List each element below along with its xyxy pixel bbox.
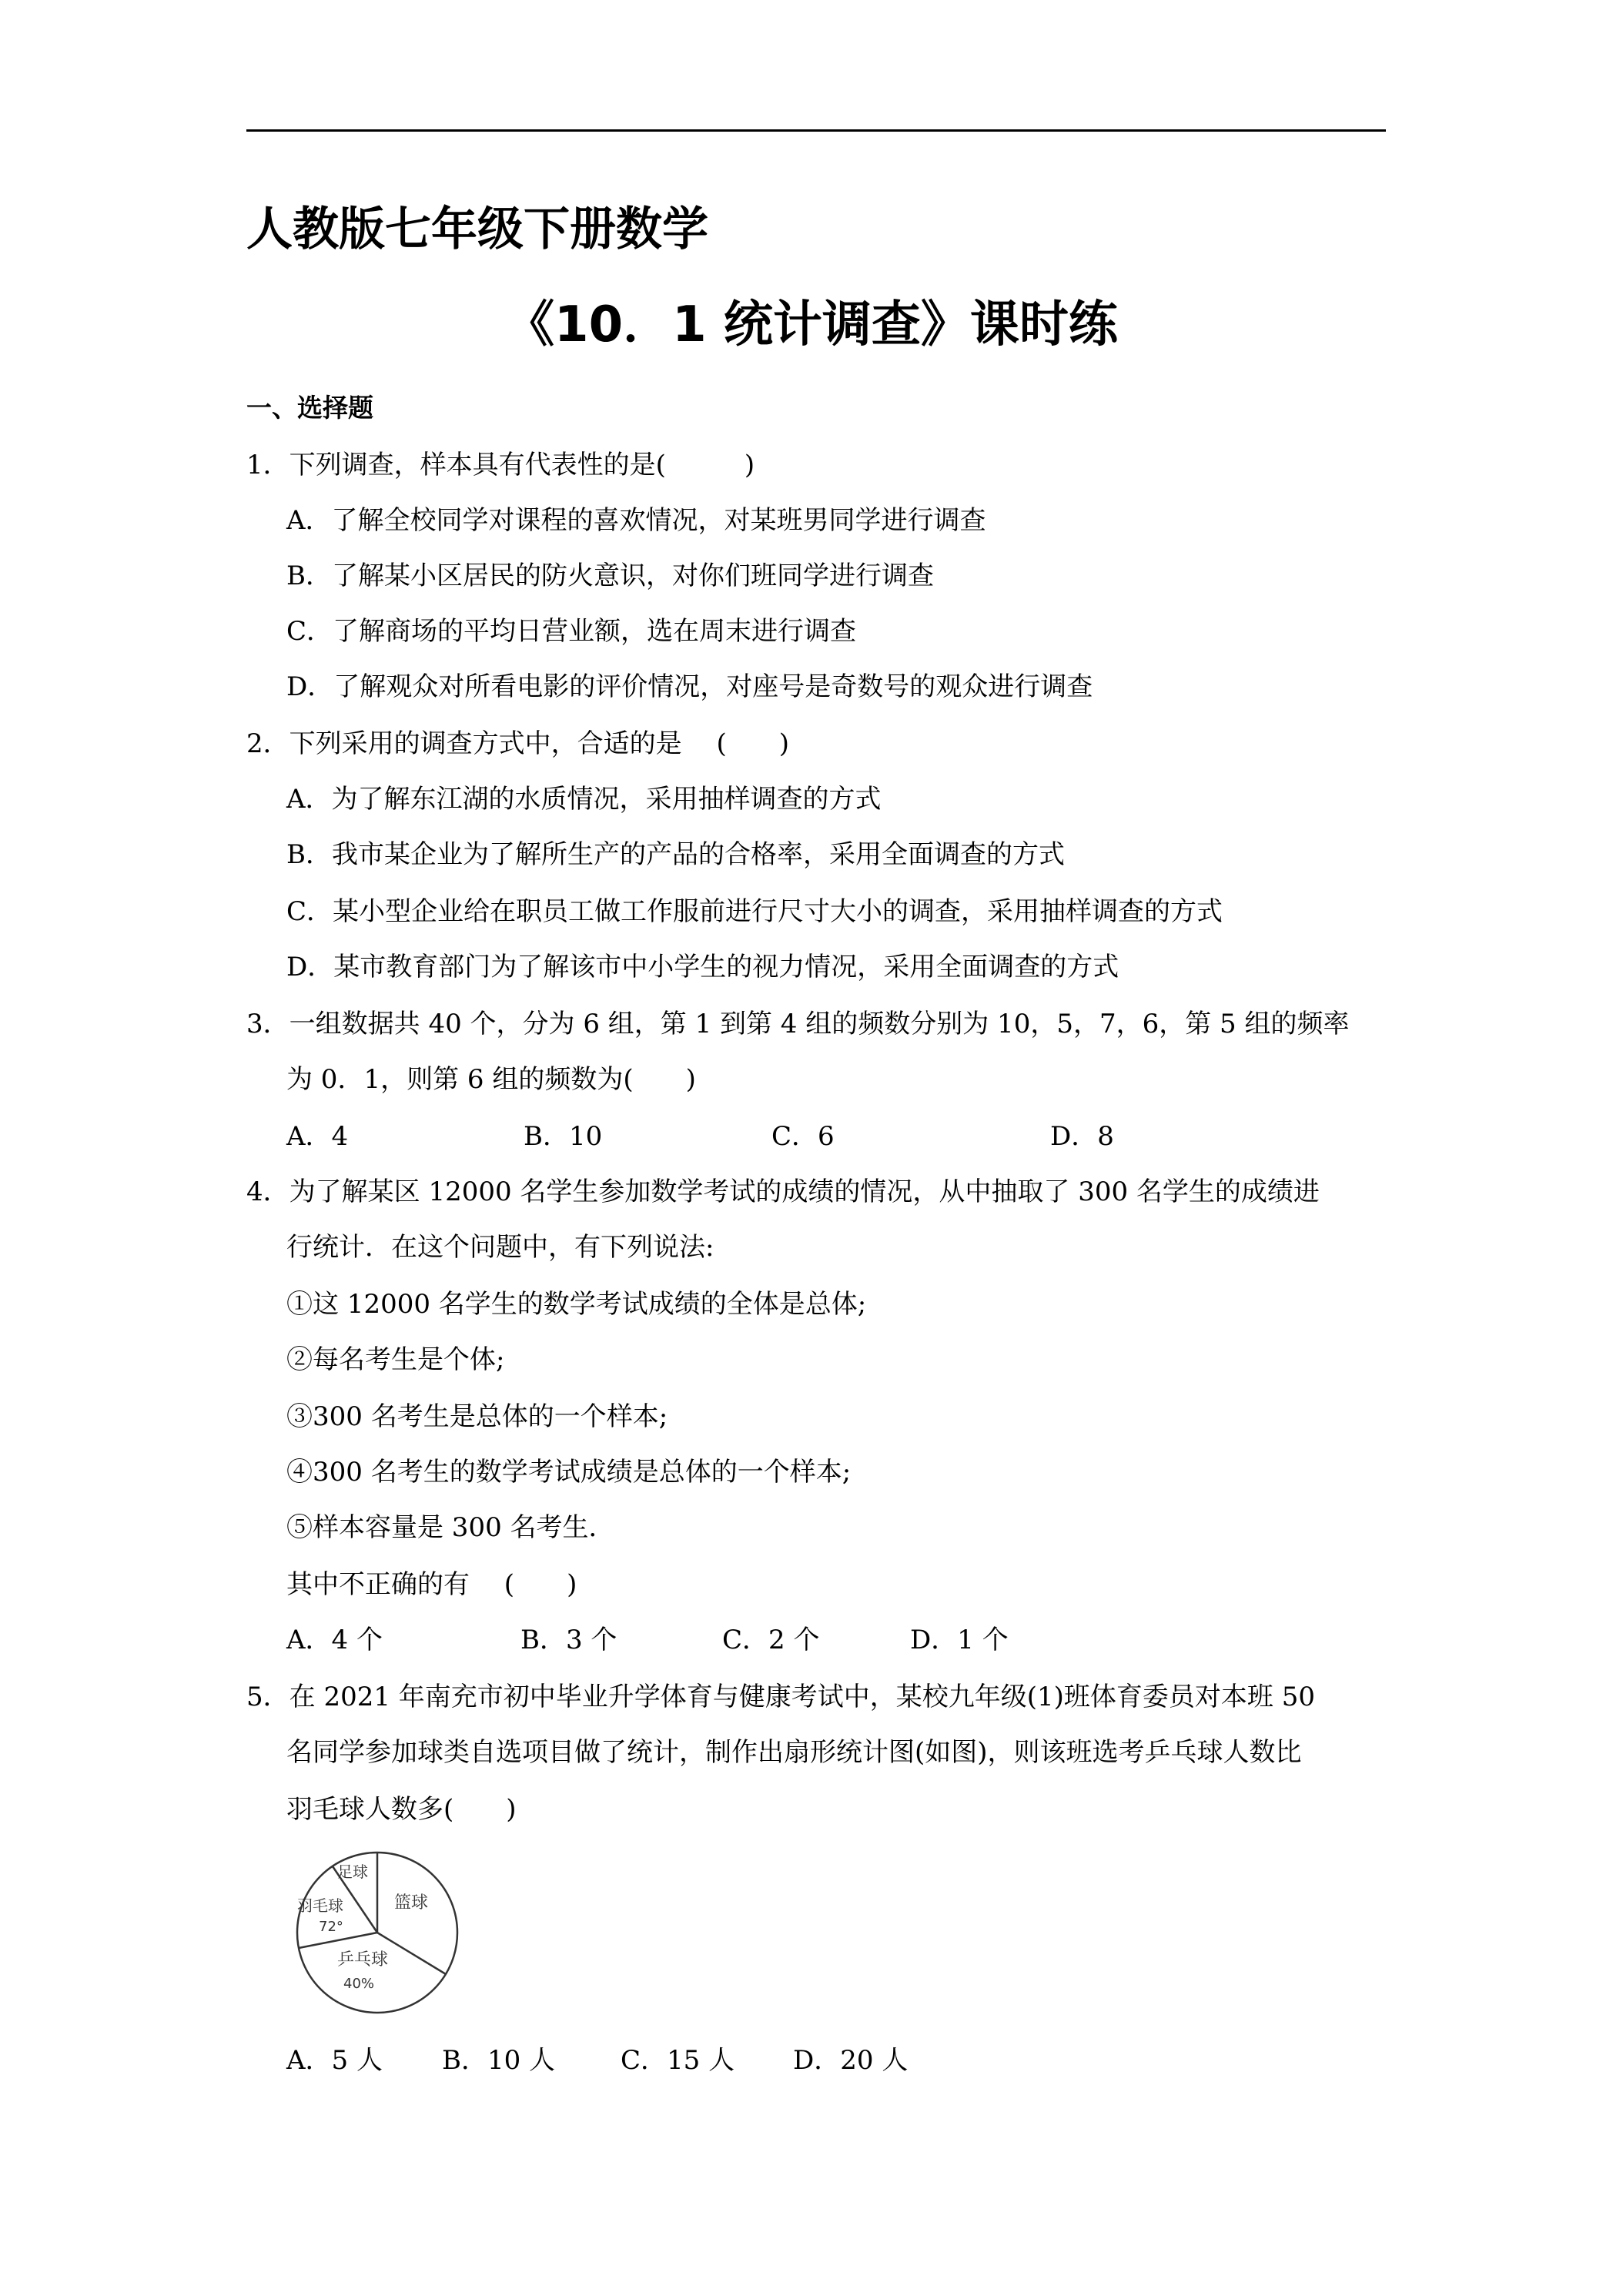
question-2-option-c: C．某小型企业给在职员工做工作服前进行尺寸大小的调查，采用抽样调查的方式	[286, 896, 1223, 927]
pie-label-basketball: 篮球	[394, 1893, 429, 1913]
question-3-stem-line-2: 为 0．1，则第 6 组的频数为( )	[286, 1064, 696, 1095]
question-3-stem-line-1: 3．一组数据共 40 个，分为 6 组，第 1 到第 4 组的频数分别为 10，5，7，6，第 5 组的频率	[246, 1009, 1350, 1039]
question-4-statement-1: ①这 12000 名学生的数学考试成绩的全体是总体;	[286, 1289, 867, 1320]
question-4-prompt: 其中不正确的有 ( )	[286, 1569, 577, 1600]
question-5-stem-line-3: 羽毛球人数多( )	[286, 1794, 517, 1825]
question-1-option-a: A．了解全校同学对课程的喜欢情况，对某班男同学进行调查	[286, 505, 986, 536]
question-5-stem-line-2: 名同学参加球类自选项目做了统计，制作出扇形统计图(如图)，则该班选考乒乓球人数比	[286, 1737, 1302, 1768]
question-5-stem-line-1: 5．在 2021 年南充市初中毕业升学体育与健康考试中，某校九年级(1)班体育委员对本班 50	[246, 1682, 1316, 1712]
section-title: 一、选择题	[246, 393, 373, 423]
question-1-option-b: B．了解某小区居民的防火意识，对你们班同学进行调查	[286, 561, 934, 591]
question-2-option-d: D．某市教育部门为了解该市中小学生的视力情况，采用全面调查的方式	[286, 952, 1119, 982]
question-1-stem: 1．下列调查，样本具有代表性的是( )	[246, 450, 755, 480]
document-subtitle: 《10．1 统计调查》课时练	[505, 296, 1118, 353]
question-3-option-c: C．6	[771, 1121, 835, 1152]
question-4-statement-3: ③300 名考生是总体的一个样本;	[286, 1401, 668, 1432]
question-4-statement-4: ④300 名考生的数学考试成绩是总体的一个样本;	[286, 1457, 852, 1488]
question-4-stem-line-1: 4．为了解某区 12000 名学生参加数学考试的成绩的情况，从中抽取了 300 名学生的成绩进	[246, 1176, 1320, 1207]
question-4-statement-2: ②每名考生是个体;	[286, 1344, 505, 1375]
question-4-option-d: D．1 个	[910, 1625, 1009, 1655]
question-5-option-c: C．15 人	[621, 2045, 735, 2076]
question-4-statement-5: ⑤样本容量是 300 名考生．	[286, 1512, 615, 1543]
header-rule	[246, 129, 1386, 132]
question-5-option-b: B．10 人	[442, 2045, 556, 2076]
question-4-option-c: C．2 个	[722, 1625, 820, 1655]
question-5-option-d: D．20 人	[793, 2045, 909, 2076]
pie-chart-figure	[293, 1848, 462, 2017]
question-3-option-b: B．10	[524, 1121, 603, 1152]
document-title: 人教版七年级下册数学	[246, 202, 708, 256]
question-5-option-a: A．5 人	[286, 2045, 383, 2076]
question-4-option-b: B．3 个	[520, 1625, 617, 1655]
question-2-option-b: B．我市某企业为了解所生产的产品的合格率，采用全面调查的方式	[286, 839, 1065, 870]
question-2-option-a: A．为了解东江湖的水质情况，采用抽样调查的方式	[286, 784, 882, 815]
question-1-option-c: C．了解商场的平均日营业额，选在周末进行调查	[286, 616, 857, 647]
question-3-option-d: D．8	[1050, 1121, 1114, 1152]
question-3-option-a: A．4	[286, 1121, 349, 1152]
question-4-option-a: A．4 个	[286, 1625, 383, 1655]
pie-label-badminton-angle: 72°	[319, 1919, 343, 1935]
pie-label-pingpong: 乒乓球	[337, 1950, 389, 1970]
pie-label-football: 足球	[337, 1863, 368, 1881]
question-4-stem-line-2: 行统计．在这个问题中，有下列说法:	[286, 1232, 714, 1263]
question-2-stem: 2．下列采用的调查方式中，合适的是 ( )	[246, 728, 789, 759]
pie-label-pingpong-pct: 40%	[343, 1976, 375, 1992]
question-1-option-d: D．了解观众对所看电影的评价情况，对座号是奇数号的观众进行调查	[286, 671, 1093, 702]
pie-label-badminton: 羽毛球	[297, 1896, 343, 1915]
